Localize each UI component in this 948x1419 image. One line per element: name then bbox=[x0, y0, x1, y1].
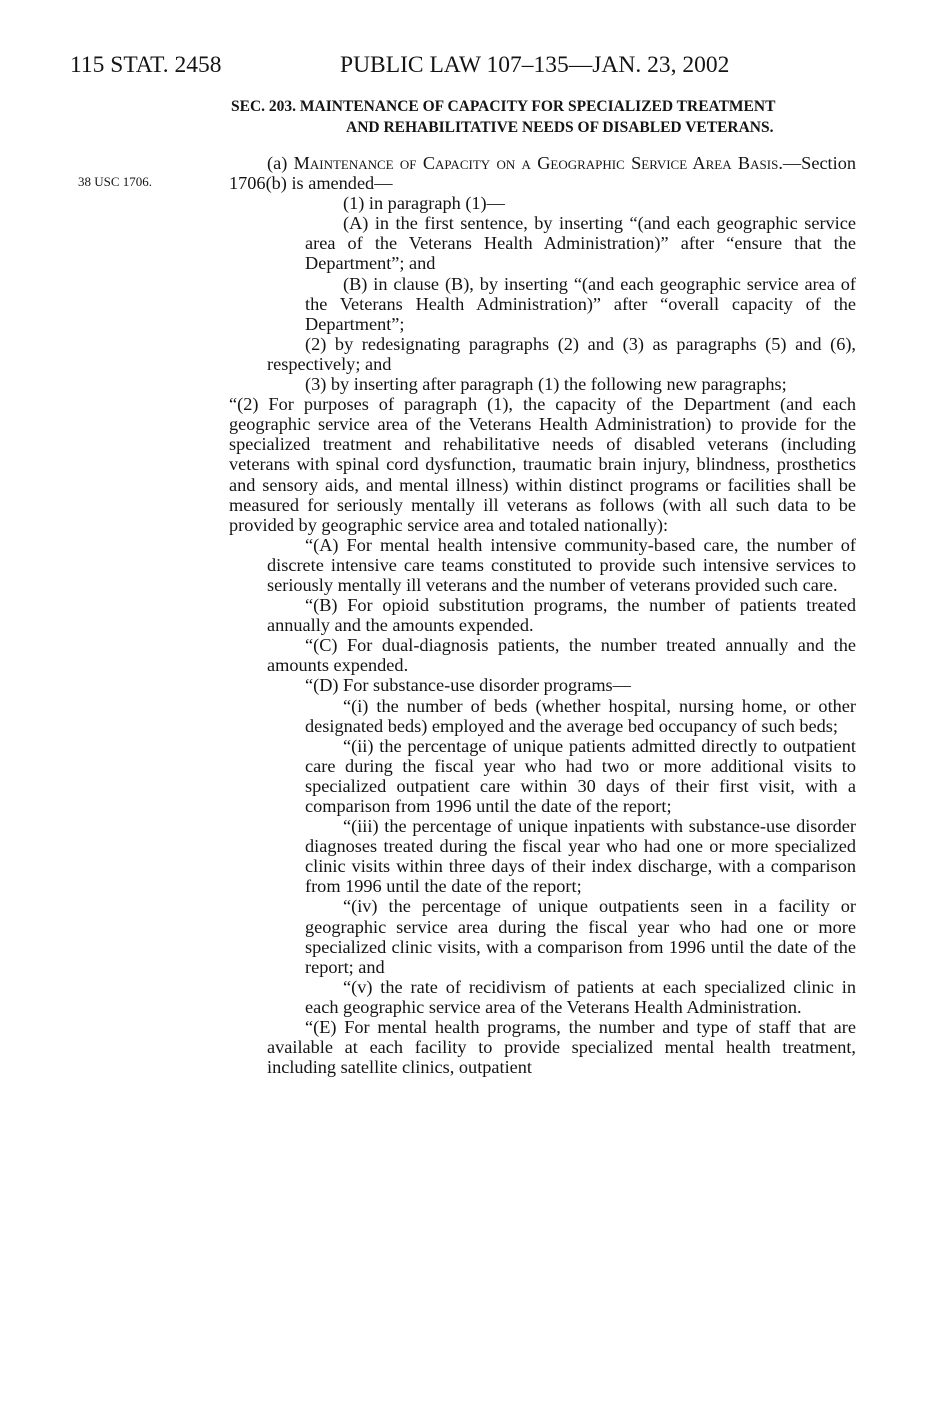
usc-margin-note: 38 USC 1706. bbox=[78, 174, 153, 189]
paragraph: “(iv) the percentage of unique outpatients seen in a facility or geographic service area during the fiscal year who had one or more specialized clinic visits, with a comparison from 1996 until the date of the report; and bbox=[305, 896, 856, 977]
public-law-date-header: PUBLIC LAW 107–135—JAN. 23, 2002 bbox=[340, 52, 730, 78]
subsection-heading: Maintenance of Capacity on a Geographic Service Area Basis bbox=[293, 153, 779, 173]
paragraph: “(2) For purposes of paragraph (1), the capacity of the Department (and each geographic service area of the Veterans Health Administration) to provide for the specialized treatment and rehabilitative needs of disabled veterans (including veterans with spinal cord dysfunction, traumatic brain injury, blindness, prosthetics and sensory aids, and mental illness) within distinct programs or facilities shall be measured for seriously mentally ill veterans as follows (with all such data to be provided by geographic service area and totaled nationally): bbox=[229, 394, 856, 535]
paragraph: “(v) the rate of recidivism of patients at each specialized clinic in each geographic service area of the Veterans Health Administration. bbox=[305, 976, 856, 1017]
paragraph: “(A) For mental health intensive community-based care, the number of discrete intensive care teams constituted to provide such intensive services to seriously mentally ill veterans and the number of veterans provided such care. bbox=[267, 534, 856, 595]
paragraph: “(D) For substance-use disorder programs— bbox=[305, 675, 631, 696]
paragraph: “(E) For mental health programs, the number and type of staff that are available at each facility to provide specialized mental health treatment, including satellite clinics, outpatient bbox=[267, 1017, 856, 1078]
paragraph: (B) in clause (B), by inserting “(and each geographic service area of the Veterans Health Administration)” after “overall capacity of the Department”; bbox=[305, 273, 856, 334]
section-heading-line-1: SEC. 203. MAINTENANCE OF CAPACITY FOR SPECIALIZED TREATMENT bbox=[231, 98, 776, 115]
section-heading bbox=[229, 96, 856, 138]
paragraph-text: (a) Maintenance of Capacity on a Geographic Service Area Basis.—Section 1706(b) is amended— bbox=[229, 153, 856, 194]
paragraph: “(B) For opioid substitution programs, the number of patients treated annually and the amounts expended. bbox=[267, 595, 856, 636]
paragraph: (3) by inserting after paragraph (1) the following new paragraphs; bbox=[305, 374, 787, 395]
section-heading-line-2: AND REHABILITATIVE NEEDS OF DISABLED VETERANS. bbox=[346, 119, 774, 136]
paragraph: “(C) For dual-diagnosis patients, the number treated annually and the amounts expended. bbox=[267, 635, 856, 676]
paragraph: (2) by redesignating paragraphs (2) and (3) as paragraphs (5) and (6), respectively; and bbox=[267, 333, 856, 374]
paragraph: “(i) the number of beds (whether hospital, nursing home, or other designated beds) employed and the average bed occupancy of such beds; bbox=[305, 695, 856, 736]
section-body bbox=[229, 148, 856, 1077]
paragraph: “(ii) the percentage of unique patients admitted directly to outpatient care during the fiscal year who had two or more additional visits to specialized outpatient care within 30 days of their first visit, with a comparison from 1996 until the date of the report; bbox=[305, 735, 856, 816]
paragraph bbox=[229, 153, 856, 193]
stat-page-number: 115 STAT. 2458 bbox=[70, 52, 222, 78]
paragraph: (1) in paragraph (1)— bbox=[343, 193, 505, 214]
paragraph: (A) in the first sentence, by inserting “(and each geographic service area of the Veterans Health Administration)” after “ensure that the Department”; and bbox=[305, 213, 856, 274]
paragraph: “(iii) the percentage of unique inpatients with substance-use disorder diagnoses treated during the fiscal year who had one or more specialized clinic visits within three days of their index discharge, with a comparison from 1996 until the date of the report; bbox=[305, 816, 856, 897]
